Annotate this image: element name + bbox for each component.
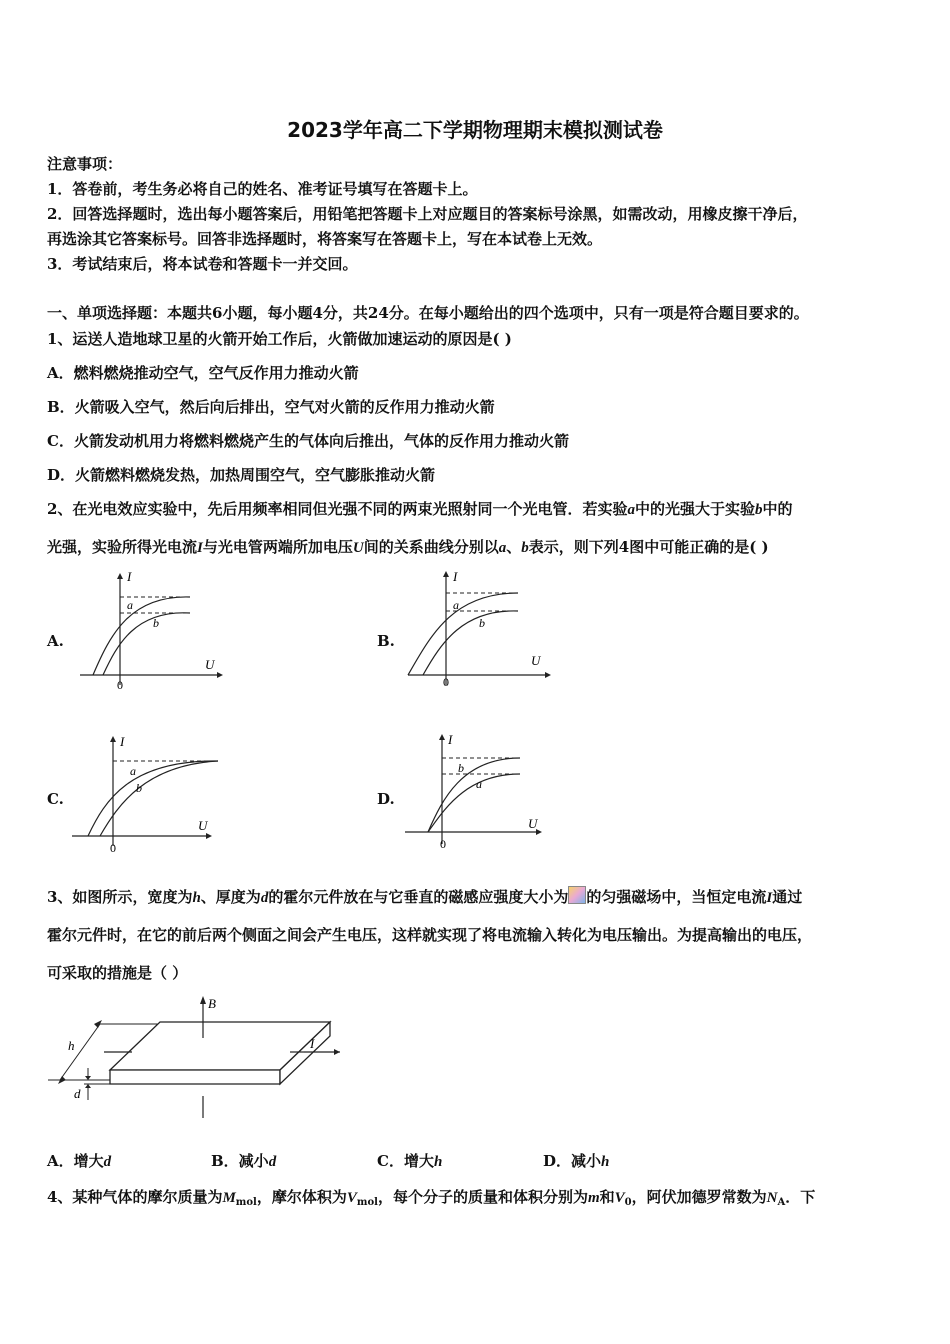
graph-c [70, 730, 220, 860]
question-3-stem-line3: 可采取的措施是（ ） [47, 964, 188, 982]
graph-d [400, 730, 550, 860]
curve-a-label: a [476, 777, 482, 791]
figure-label-i: I [310, 1036, 315, 1051]
question-1-option-a: A．燃料燃烧推动空气，空气反作用力推动火箭 [47, 364, 359, 382]
axis-y-label: I [453, 569, 458, 584]
axis-y-label: I [127, 569, 132, 584]
curve-a-label: a [127, 598, 133, 612]
question-1-option-c: C．火箭发动机用力将燃料燃烧产生的气体向后推出，气体的反作用力推动火箭 [47, 432, 569, 450]
notice-heading: 注意事项： [47, 155, 123, 173]
origin-label: 0 [110, 841, 116, 855]
question-3-option-c: C．增大h [377, 1152, 443, 1170]
question-3-option-b: B．减小d [211, 1152, 277, 1170]
origin-label: 0 [117, 678, 123, 692]
question-1-stem: 1、运送人造地球卫星的火箭开始工作后，火箭做加速运动的原因是( ) [47, 330, 512, 348]
notice-item: 1．答卷前，考生务必将自己的姓名、准考证号填写在答题卡上。 [47, 180, 478, 198]
notice-item: 再选涂其它答案标号。回答非选择题时，将答案写在答题卡上，写在本试卷上无效。 [47, 230, 603, 248]
curve-b-label: b [136, 781, 142, 795]
graph-a [75, 565, 225, 695]
notice-item: 3．考试结束后，将本试卷和答题卡一并交回。 [47, 255, 358, 273]
figure-label-h: h [68, 1038, 75, 1053]
curve-a-label: a [453, 598, 459, 612]
curve-b [423, 611, 518, 675]
curve-a [93, 597, 190, 675]
curve-a [408, 593, 518, 675]
graph-b [403, 565, 553, 695]
question-1-option-d: D．火箭燃料燃烧发热，加热周围空气，空气膨胀推动火箭 [47, 466, 436, 484]
graph-a-label: A. [47, 632, 64, 650]
curve-b-label: b [153, 616, 159, 630]
question-3-stem-line2: 霍尔元件时，在它的前后两个侧面之间会产生电压，这样就实现了将电流输入转化为电压输出。为提高输出的电压， [47, 926, 813, 944]
axis-x-label: U [198, 818, 208, 833]
question-2-stem-line2: 光强，实验所得光电流I与光电管两端所加电压U间的关系曲线分别以a、b表示，则下列4图中可能正确的是( ) [47, 538, 769, 556]
axis-x-label: U [528, 816, 538, 831]
graph-d-label: D. [377, 790, 395, 808]
graph-c-label: C. [47, 790, 64, 808]
hall-element-figure [40, 988, 340, 1128]
axis-x-label: U [531, 653, 541, 668]
origin-label: 0 [443, 675, 449, 689]
question-3-stem-line1: 3、如图所示，宽度为h、厚度为d的霍尔元件放在与它垂直的磁感应强度大小为 的匀强磁场中，当恒定电流I通过 [47, 888, 803, 906]
origin-label: 0 [440, 837, 446, 851]
curve-b-label: b [458, 761, 464, 775]
broken-image-icon [568, 886, 586, 904]
axis-x-label: U [205, 657, 215, 672]
graph-b-label: B. [377, 632, 395, 650]
curve-a-label: a [130, 764, 136, 778]
notice-item: 2．回答选择题时，选出每小题答案后，用铅笔把答题卡上对应题目的答案标号涂黑，如需改动，用橡皮擦干净后， [47, 205, 808, 223]
curve-b-label: b [479, 616, 485, 630]
question-4-stem: 4、某种气体的摩尔质量为$M_{mol}$，摩尔体积为$V_{mol}$，每个分子的质量和体积分别为m和$V_0$，阿伏加德罗常数为$N_A$．下 [47, 1188, 816, 1208]
question-3-option-a: A．增大d [47, 1152, 112, 1170]
axis-y-label: I [120, 734, 125, 749]
question-2-stem-line1: 2、在光电效应实验中，先后用频率相同但光强不同的两束光照射同一个光电管．若实验a中的光强大于实验b中的 [47, 500, 793, 518]
curve-b [103, 613, 190, 675]
section-heading: 一、单项选择题：本题共6小题，每小题4分，共24分。在每小题给出的四个选项中，只有一项是符合题目要求的。 [47, 304, 809, 322]
question-1-option-b: B．火箭吸入空气，然后向后排出，空气对火箭的反作用力推动火箭 [47, 398, 495, 416]
question-3-option-d: D．减小h [543, 1152, 610, 1170]
figure-label-d: d [74, 1086, 81, 1101]
page-title: 2023学年高二下学期物理期末模拟测试卷 [287, 118, 663, 142]
axis-y-label: I [448, 732, 453, 747]
figure-label-b: B [208, 996, 216, 1011]
